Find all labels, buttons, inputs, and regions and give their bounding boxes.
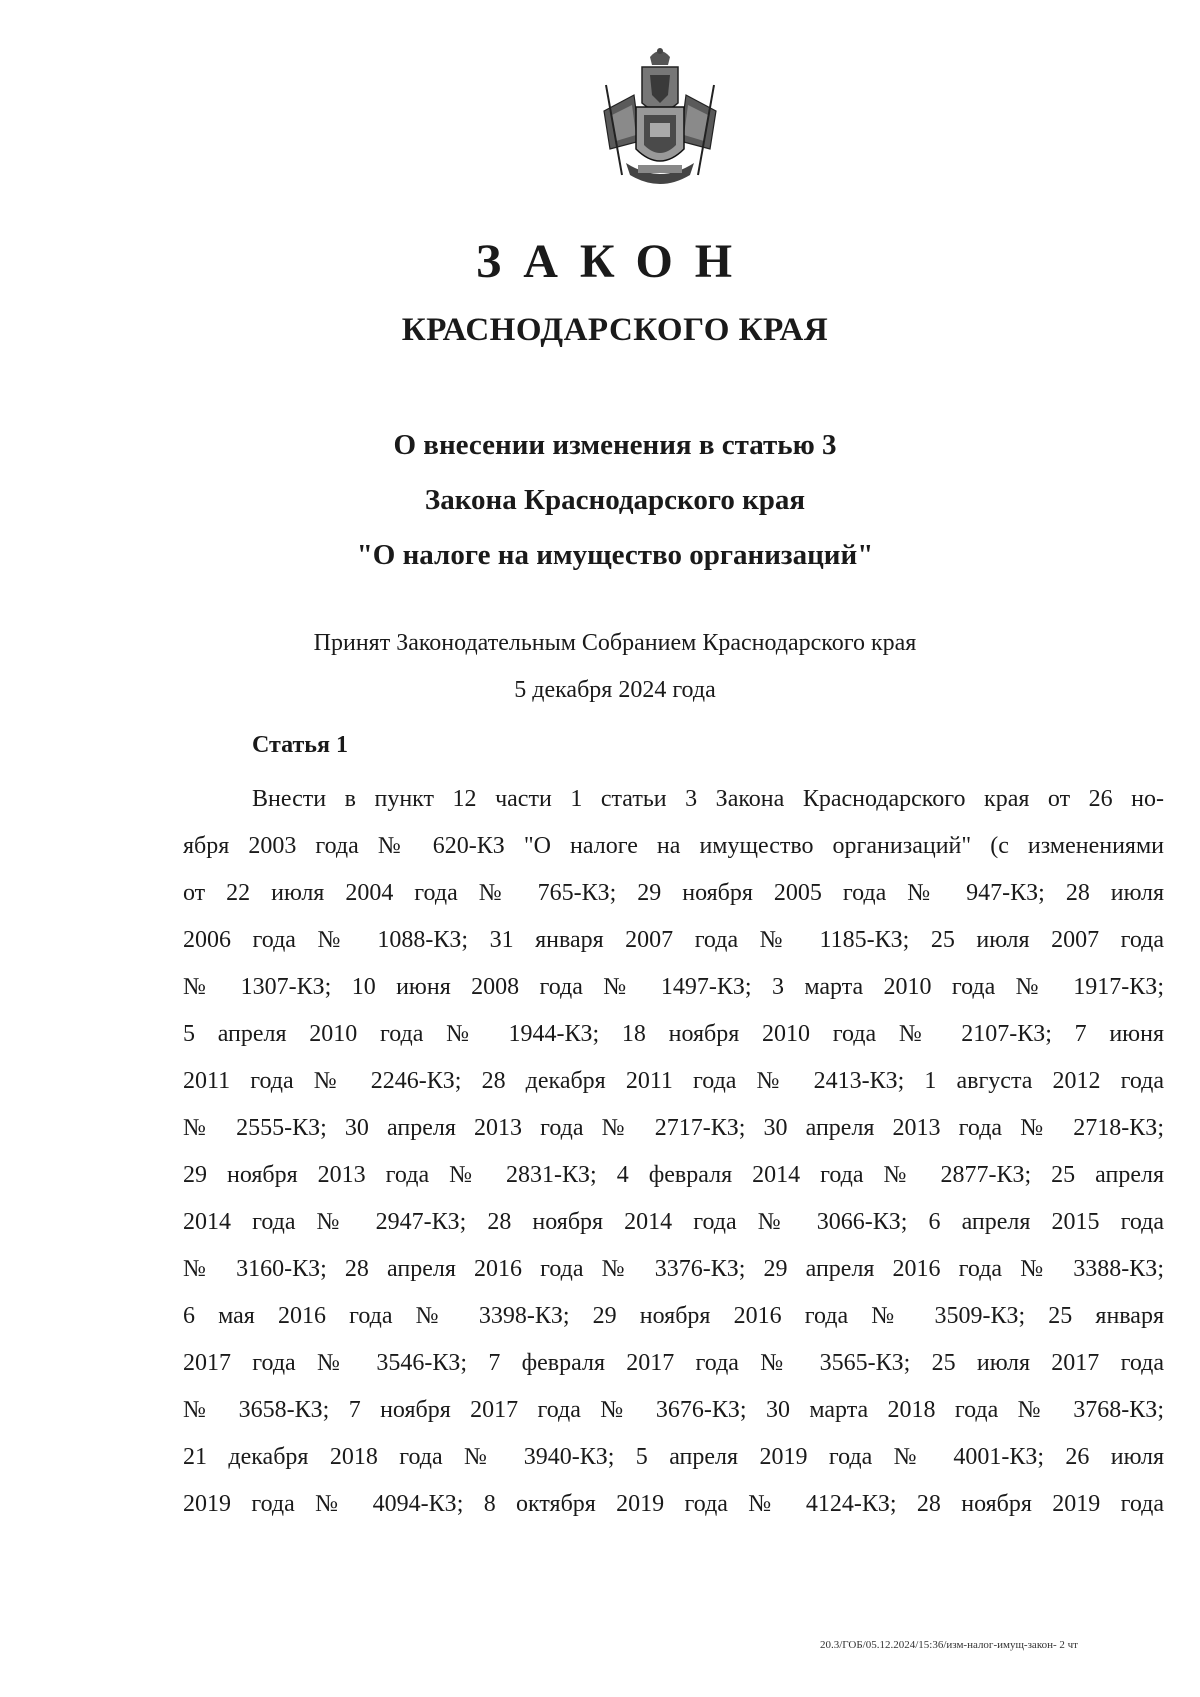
adoption-date: 5 декабря 2024 года <box>514 677 716 703</box>
law-title-line: Закона Краснодарского края <box>424 484 806 516</box>
body-line: 21 декабря 2018 года № 3940-КЗ; 5 апреля 2019 года № 4001-КЗ; 26 июля <box>183 1444 1164 1470</box>
adoption-line: Принят Законодательным Собранием Краснодарского края <box>313 630 917 656</box>
body-line: 6 мая 2016 года № 3398-КЗ; 29 ноября 2016 года № 3509-КЗ; 25 января <box>183 1303 1164 1329</box>
file-stamp: 20.3/ГОБ/05.12.2024/15:36/изм-налог-имущ-закон- 2 чт <box>820 1639 1078 1651</box>
law-region-subheading: КРАСНОДАРСКОГО КРАЯ <box>401 312 829 348</box>
article-body <box>183 776 1164 1528</box>
body-line: 2019 года № 4094-КЗ; 8 октября 2019 года № 4124-КЗ; 28 ноября 2019 года <box>183 1491 1164 1517</box>
law-title-line: О внесении изменения в статью 3 <box>393 429 837 461</box>
adoption-statement <box>0 620 1200 714</box>
body-line: № 2555-КЗ; 30 апреля 2013 года № 2717-КЗ; 30 апреля 2013 года № 2718-КЗ; <box>183 1115 1164 1141</box>
body-line: № 3160-КЗ; 28 апреля 2016 года № 3376-КЗ; 29 апреля 2016 года № 3388-КЗ; <box>183 1256 1164 1282</box>
body-line: от 22 июля 2004 года № 765-КЗ; 29 ноября 2005 года № 947-КЗ; 28 июля <box>183 880 1164 906</box>
body-line: ября 2003 года № 620-КЗ "О налоге на имущество организаций" (с изменениями <box>183 833 1164 859</box>
body-line: 2017 года № 3546-КЗ; 7 февраля 2017 года № 3565-КЗ; 25 июля 2017 года <box>183 1350 1164 1376</box>
law-title <box>0 418 1200 583</box>
body-line: 2006 года № 1088-КЗ; 31 января 2007 года № 1185-КЗ; 25 июля 2007 года <box>183 927 1164 953</box>
coat-of-arms-emblem <box>590 45 730 195</box>
body-line: Внести в пункт 12 части 1 статьи 3 Закона Краснодарского края от 26 но- <box>252 786 1164 812</box>
body-line: № 1307-КЗ; 10 июня 2008 года № 1497-КЗ; 3 марта 2010 года № 1917-КЗ; <box>183 974 1164 1000</box>
body-line: № 3658-КЗ; 7 ноября 2017 года № 3676-КЗ; 30 марта 2018 года № 3768-КЗ; <box>183 1397 1164 1423</box>
body-line: 2011 года № 2246-КЗ; 28 декабря 2011 года № 2413-КЗ; 1 августа 2012 года <box>183 1068 1164 1094</box>
body-line: 5 апреля 2010 года № 1944-КЗ; 18 ноября 2010 года № 2107-КЗ; 7 июня <box>183 1021 1164 1047</box>
article-heading: Статья 1 <box>252 732 348 758</box>
law-title-line: "О налоге на имущество организаций" <box>356 539 874 571</box>
law-heading: ЗАКОН <box>475 235 755 288</box>
body-line: 2014 года № 2947-КЗ; 28 ноября 2014 года № 3066-КЗ; 6 апреля 2015 года <box>183 1209 1164 1235</box>
body-line: 29 ноября 2013 года № 2831-КЗ; 4 февраля 2014 года № 2877-КЗ; 25 апреля <box>183 1162 1164 1188</box>
